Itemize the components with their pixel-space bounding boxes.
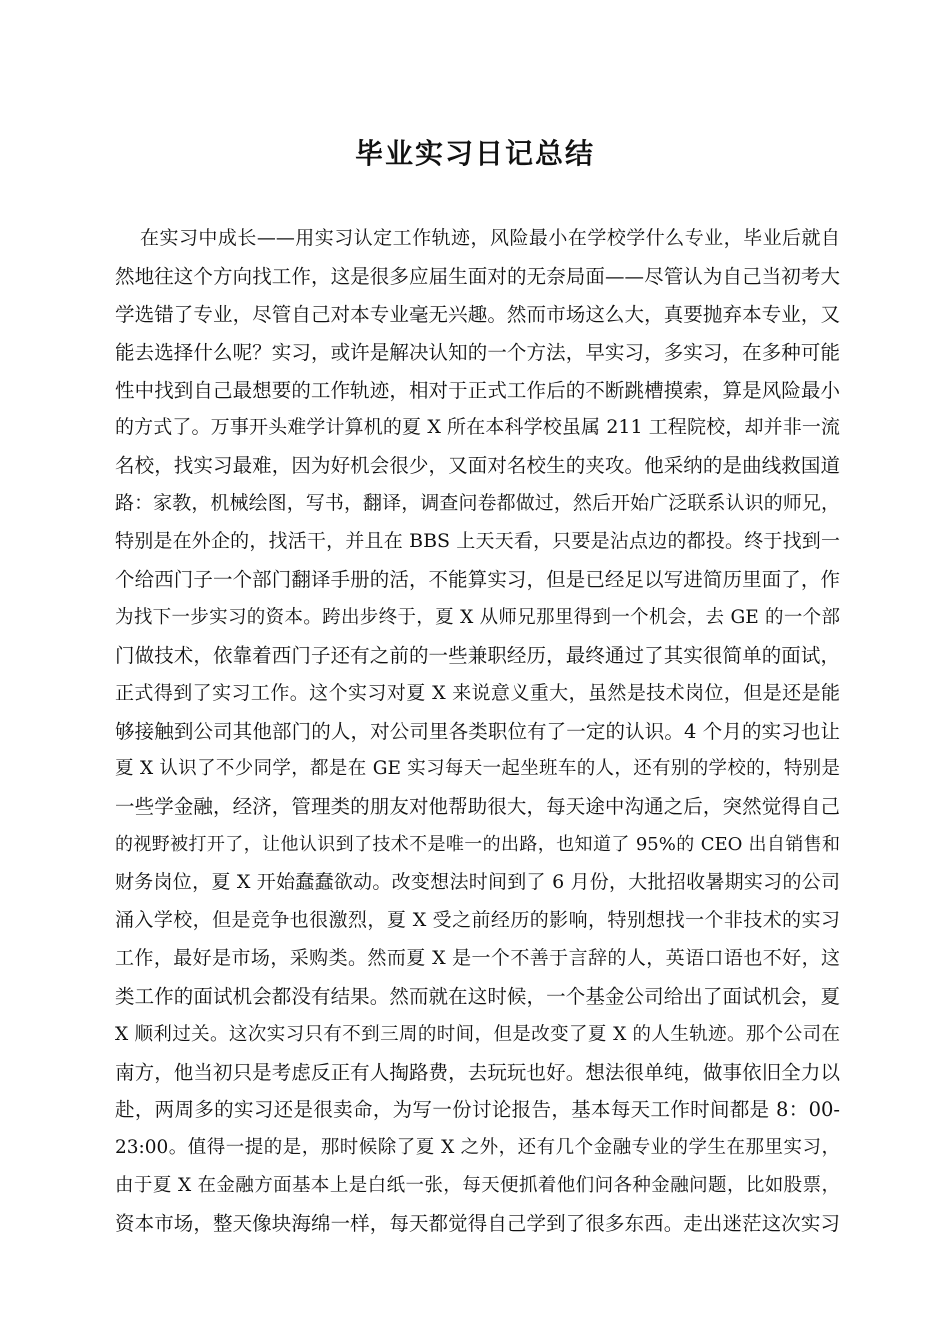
paragraph-line: 特别是在外企的，找活干，并且在 BBS 上天天看，只要是沾点边的都投。终于找到一 bbox=[115, 530, 840, 553]
paragraph-line: 正式得到了实习工作。这个实习对夏 X 来说意义重大，虽然是技术岗位，但是还是能 bbox=[115, 681, 840, 704]
paragraph-line: 个给西门子一个部门翻译手册的活，不能算实习，但是已经足以写进简历里面了，作 bbox=[115, 568, 840, 592]
paragraph-line: 资本市场，整天像块海绵一样，每天都觉得自己学到了很多东西。走出迷茫这次实习 bbox=[115, 1212, 840, 1236]
paragraph-line: 在实习中成长——用实习认定工作轨迹，风险最小在学校学什么专业，毕业后就自 bbox=[140, 227, 840, 249]
paragraph-line: 门做技术，依靠着西门子还有之前的一些兼职经历，最终通过了其实很简单的面试， bbox=[115, 643, 840, 667]
paragraph-line: 然地往这个方向找工作，这是很多应届生面对的无奈局面——尽管认为自己当初考大 bbox=[115, 264, 840, 288]
paragraph-line: 夏 X 认识了不少同学，都是在 GE 实习每天一起坐班车的人，还有别的学校的，特别是 bbox=[115, 758, 840, 780]
document-title: 毕业实习日记总结 bbox=[354, 137, 595, 170]
paragraph-line: 一些学金融，经济，管理类的朋友对他帮助很大，每天途中沟通之后，突然觉得自己 bbox=[115, 795, 840, 819]
paragraph-line: 能去选择什么呢？实习，或许是解决认知的一个方法，早实习，多实习，在多种可能 bbox=[115, 340, 840, 364]
paragraph-line: 的视野被打开了，让他认识到了技术不是唯一的出路，也知道了 95%的 CEO 出自销售和 bbox=[115, 834, 840, 856]
paragraph-line: 路：家教，机械绘图，写书，翻译，调查问卷都做过，然后开始广泛联系认识的师兄， bbox=[115, 492, 840, 515]
paragraph-line: 类工作的面试机会都没有结果。然而就在这时候，一个基金公司给出了面试机会，夏 bbox=[115, 984, 840, 1008]
paragraph-line: 财务岗位，夏 X 开始蠢蠢欲动。改变想法时间到了 6 月份，大批招收暑期实习的公司 bbox=[115, 871, 840, 894]
paragraph-line: 性中找到自己最想要的工作轨迹，相对于正式工作后的不断跳槽摸索，算是风险最小 bbox=[115, 378, 840, 402]
paragraph-line: 赴，两周多的实习还是很卖命，为写一份讨论报告，基本每天工作时间都是 8：00- bbox=[115, 1098, 840, 1122]
paragraph-line: X 顺利过关。这次实习只有不到三周的时间，但是改变了夏 X 的人生轨迹。那个公司在 bbox=[115, 1023, 840, 1045]
paragraph-line: 工作，最好是市场，采购类。然而夏 X 是一个不善于言辞的人，英语口语也不好，这 bbox=[115, 946, 840, 969]
paragraph-line: 由于夏 X 在金融方面基本上是白纸一张，每天便抓着他们问各种金融问题，比如股票， bbox=[115, 1175, 840, 1197]
document-body bbox=[115, 220, 840, 1243]
paragraph-line: 学选错了专业，尽管自己对本专业毫无兴趣。然而市场这么大，真要抛弃本专业，又 bbox=[115, 302, 840, 326]
paragraph-line: 南方，他当初只是考虑反正有人掏路费，去玩玩也好。想法很单纯，做事依旧全力以 bbox=[115, 1060, 840, 1084]
paragraph-line: 涌入学校，但是竞争也很激烈，夏 X 受之前经历的影响，特别想找一个非技术的实习 bbox=[115, 909, 840, 932]
paragraph-line: 的方式了。万事开头难学计算机的夏 X 所在本科学校虽属 211 工程院校，却并非一流 bbox=[115, 416, 840, 439]
paragraph-line: 23:00。值得一提的是，那时候除了夏 X 之外，还有几个金融专业的学生在那里实习， bbox=[115, 1137, 840, 1159]
paragraph-line: 够接触到公司其他部门的人，对公司里各类职位有了一定的认识。4 个月的实习也让 bbox=[115, 719, 840, 743]
paragraph-line: 名校，找实习最难，因为好机会很少，又面对名校生的夹攻。他采纳的是曲线救国道 bbox=[115, 454, 840, 478]
paragraph-line: 为找下一步实习的资本。跨出步终于，夏 X 从师兄那里得到一个机会，去 GE 的一个部 bbox=[115, 606, 840, 628]
